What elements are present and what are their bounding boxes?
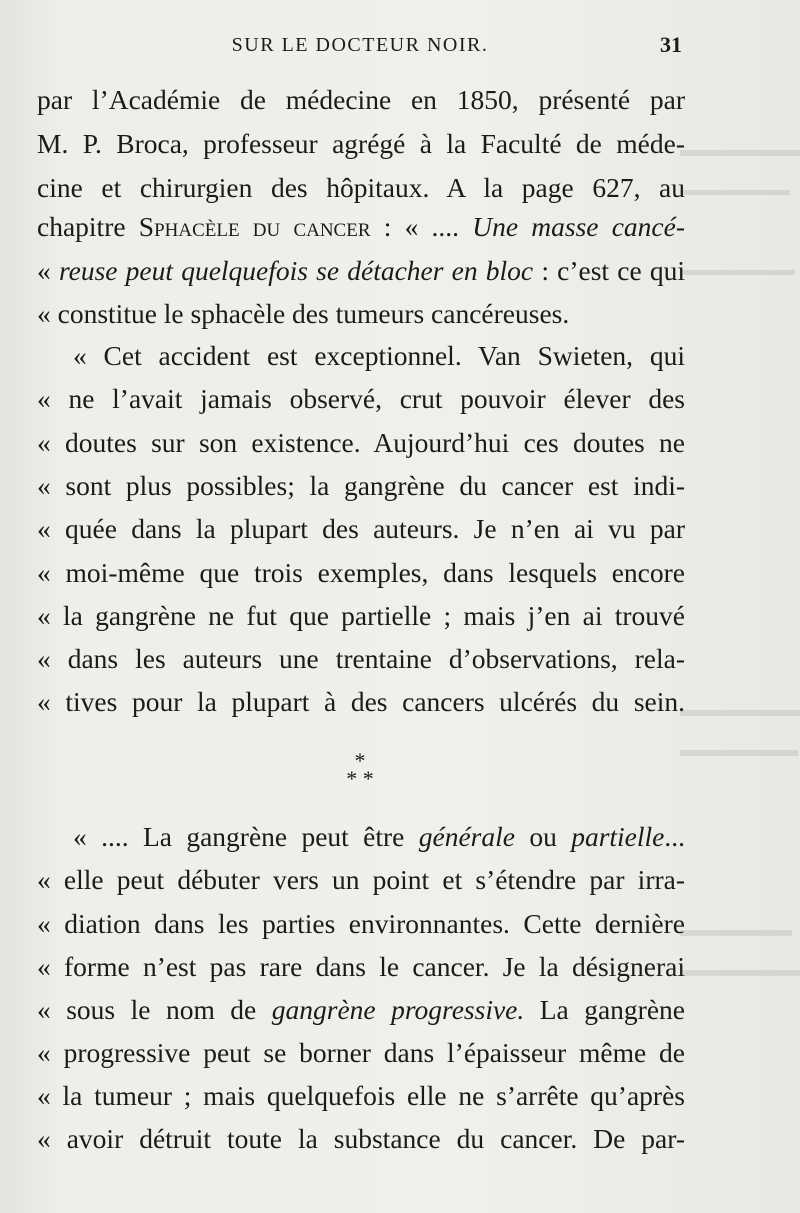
italic-text: gangrène progressive. xyxy=(271,994,525,1025)
italic-text: Une masse cancé- xyxy=(472,211,686,242)
text-line: M. P. Broca, professeur agrégé à la Faculté de méde- xyxy=(37,128,685,159)
asterism-separator xyxy=(330,748,390,792)
text-span: « .... La gangrène peut être xyxy=(73,821,419,852)
text-line: « diation dans les parties environnantes. Cette dernière xyxy=(37,908,685,939)
text-line: « moi-même que trois exemples, dans lesquels encore xyxy=(37,557,685,588)
text-line xyxy=(37,988,685,1032)
text-line: « elle peut débuter vers un point et s’étendre par irra- xyxy=(37,864,685,895)
text-line: cine et chirurgien des hôpitaux. A la page 627, au xyxy=(37,172,685,203)
text-line: « progressive peut se borner dans l’épaisseur même de xyxy=(37,1037,685,1068)
italic-text: partielle xyxy=(571,821,665,852)
text-line: « dans les auteurs une trentaine d’observations, rela- xyxy=(37,643,685,674)
running-head: SUR LE DOCTEUR NOIR. xyxy=(231,34,489,56)
text-span: « sous le nom de xyxy=(37,994,272,1025)
text-line: « tives pour la plupart à des cancers ulcérés du sein. xyxy=(37,686,685,717)
small-caps-heading: Sphacèle du cancer xyxy=(138,211,371,242)
text-line: « Cet accident est exceptionnel. Van Swieten, qui xyxy=(73,340,685,371)
text-span: ou xyxy=(514,821,572,852)
text-line: « ne l’avait jamais observé, crut pouvoir élever des xyxy=(37,383,685,414)
show-through-texture xyxy=(680,150,800,1050)
asterism-bottom: * * xyxy=(346,766,374,791)
text-line xyxy=(37,205,685,249)
text-line xyxy=(37,249,685,293)
page-header xyxy=(0,32,800,62)
text-span: chapitre xyxy=(37,211,139,242)
text-line: par l’Académie de médecine en 1850, présenté par xyxy=(37,84,685,115)
text-line: « la gangrène ne fut que partielle ; mais j’en ai trouvé xyxy=(37,600,685,631)
text-line: « constitue le sphacèle des tumeurs cancéreuses. xyxy=(37,298,570,329)
asterism-top: * xyxy=(354,748,366,773)
italic-text: générale xyxy=(418,821,515,852)
text-line: « quée dans la plupart des auteurs. Je n’en ai vu par xyxy=(37,513,685,544)
text-span: ... xyxy=(664,821,685,852)
text-line: « doutes sur son existence. Aujourd’hui ces doutes ne xyxy=(37,427,685,458)
text-span: La gangrène xyxy=(524,994,685,1025)
text-span: : « .... xyxy=(370,211,473,242)
text-line: « la tumeur ; mais quelquefois elle ne s’arrête qu’après xyxy=(37,1080,685,1111)
text-line: « forme n’est pas rare dans le cancer. Je la désignerai xyxy=(37,951,685,982)
text-span: « xyxy=(37,255,59,286)
italic-text: reuse peut quelquefois se détacher en bloc xyxy=(58,255,534,286)
text-line: « avoir détruit toute la substance du cancer. De par- xyxy=(37,1123,685,1154)
text-line: « sont plus possibles; la gangrène du cancer est indi- xyxy=(37,470,685,501)
text-span: : c’est ce qui xyxy=(533,255,685,286)
text-line xyxy=(37,815,685,859)
page-number: 31 xyxy=(660,32,682,57)
